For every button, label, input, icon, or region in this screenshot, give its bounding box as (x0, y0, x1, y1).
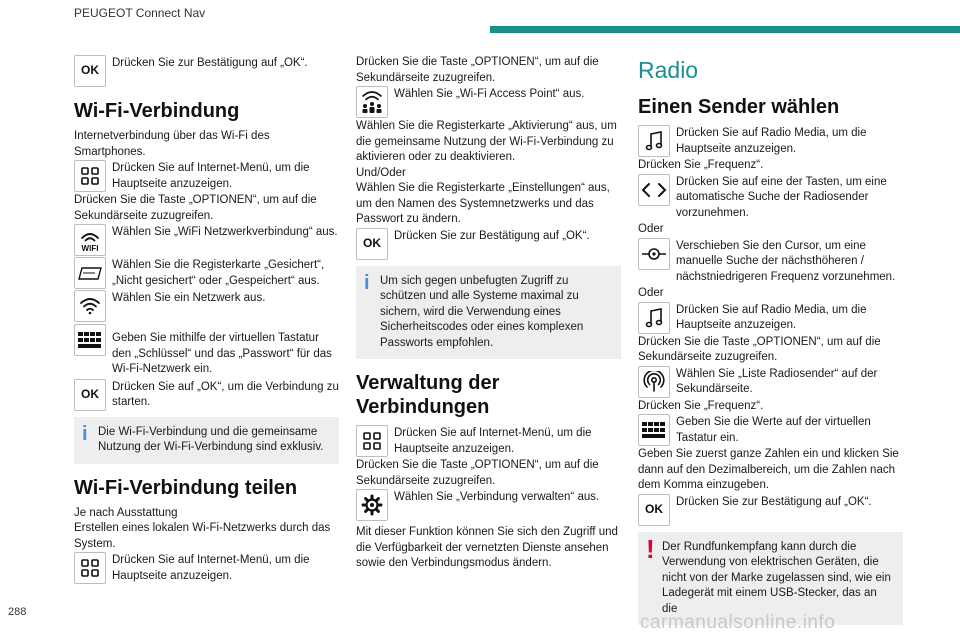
step-text: Drücken Sie auf Internet-Menü, um die Hauptseite anzuzeigen. (112, 162, 310, 190)
step-confirm-ok (638, 494, 903, 526)
step-start-connection (74, 379, 339, 411)
warning-icon: ! (646, 533, 655, 564)
step-select-tab (74, 257, 339, 289)
paragraph: Mit dieser Funktion können Sie sich den Zugriff und die Verfügbarkeit der vernetzten Dienste ansehen sowie den Verbindungsmodus ändern. (356, 526, 618, 569)
paragraph: Drücken Sie „Frequenz“. (638, 399, 764, 412)
ok-icon: OK (74, 55, 106, 87)
paragraph: Wählen Sie die Registerkarte „Einstellungen“ aus, um den Namen des Systemnetzwerks und das Passwort zu ändern. (356, 182, 610, 225)
step-text: Verschieben Sie den Cursor, um eine manuelle Suche der nächsthöheren / nächstniedrigeren Frequenz vorzunehmen. (676, 239, 896, 283)
step-confirm-ok (356, 228, 621, 260)
section-heading-select-station: Einen Sender wählen (638, 96, 840, 118)
step-text: Drücken Sie auf Radio Media, um die Hauptseite anzuzeigen. (676, 303, 867, 331)
paragraph: Oder (638, 223, 664, 235)
apps-grid-icon (356, 425, 388, 457)
step-select-network (74, 290, 339, 322)
step-radio-media (638, 125, 903, 157)
slider-cursor-icon (638, 238, 670, 270)
wifi-label-icon (74, 224, 106, 256)
step-text: Drücken Sie auf „OK“, um die Verbindung zu starten. (112, 380, 339, 408)
paragraph: Drücken Sie „Frequenz“. (638, 159, 764, 171)
page-number: 288 (8, 606, 27, 618)
ok-icon: OK (638, 494, 670, 526)
paragraph: Drücken Sie die Taste „OPTIONEN“, um auf die Sekundärseite zuzugreifen. (356, 56, 599, 84)
step-internet-menu (356, 425, 621, 457)
tabs-icon (74, 257, 106, 289)
paragraph: Drücken Sie die Taste „OPTIONEN“, um auf die Sekundärseite zuzugreifen. (638, 335, 881, 363)
section-heading-wifi-sharing: Wi-Fi-Verbindung teilen (74, 476, 298, 499)
keyboard-icon (74, 324, 106, 356)
step-text: Wählen Sie „Verbindung verwalten“ aus. (394, 491, 600, 503)
info-icon: i (364, 271, 370, 294)
step-text: Drücken Sie zur Bestätigung auf „OK“. (112, 57, 308, 69)
header-accent-bar (490, 26, 960, 33)
chevrons-icon (638, 174, 670, 206)
music-note-icon (638, 302, 670, 334)
step-confirm-ok (74, 55, 339, 87)
note-text: Um sich gegen unbefugten Zugriff zu schützen und alle Systeme maximal zu sichern, wird die Verwendung eines Sicherheitscodes oder eines komplexen Passworts empfohlen. (380, 274, 584, 349)
paragraph: Je nach Ausstattung (74, 506, 178, 519)
apps-grid-icon (74, 160, 106, 192)
step-text: Geben Sie die Werte auf der virtuellen Tastatur ein. (676, 416, 871, 444)
info-icon: i (82, 422, 88, 445)
step-wifi-network-connection (74, 224, 339, 256)
ok-icon: OK (356, 228, 388, 260)
paragraph: Drücken Sie die Taste „OPTIONEN“, um auf die Sekundärseite zuzugreifen. (356, 459, 599, 487)
paragraph: Internetverbindung über das Wi-Fi des Smartphones. (74, 130, 270, 158)
step-text: Drücken Sie auf eine der Tasten, um eine automatische Suche der Radiosender vorzunehmen. (676, 175, 887, 219)
running-header: PEUGEOT Connect Nav (74, 6, 206, 20)
step-manual-search (638, 238, 903, 286)
step-keyboard-input (74, 324, 339, 378)
step-text: Wählen Sie ein Netzwerk aus. (112, 292, 266, 304)
info-note (356, 266, 621, 360)
paragraph: Und/Oder (356, 166, 406, 179)
music-note-icon (638, 125, 670, 157)
step-text: Drücken Sie auf Internet-Menü, um die Hauptseite anzuzeigen. (394, 427, 592, 455)
wifi-icon (74, 290, 106, 322)
note-text: Der Rundfunkempfang kann durch die Verwendung von elektrischen Geräten, die nicht von der Marke zugelassen sind, wie ein Ladegerät mit einem USB-Stecker, das an die (662, 540, 891, 615)
keyboard-icon (638, 414, 670, 446)
paragraph: Geben Sie zuerst ganze Zahlen ein und klicken Sie dann auf den Dezimalbereich, um die Zahlen nach dem Komma einzugeben. (638, 448, 899, 491)
watermark: carmanualsonline.info (640, 612, 836, 633)
gear-icon (356, 489, 388, 521)
step-internet-menu (74, 160, 339, 192)
step-text: Drücken Sie zur Bestätigung auf „OK“. (676, 495, 872, 508)
ok-icon: OK (74, 379, 106, 411)
paragraph: Wählen Sie die Registerkarte „Aktivierung“ aus, um die gemeinsame Nutzung der Wi-Fi-Verbindung zu aktivieren oder zu deaktivieren. (356, 120, 617, 163)
step-text: Wählen Sie die Registerkarte „Gesichert“, „Nicht gesichert“ oder „Gespeichert“ aus. (112, 259, 325, 287)
apps-grid-icon (74, 552, 106, 584)
note-text: Die Wi-Fi-Verbindung und die gemeinsame Nutzung der Wi-Fi-Verbindung sind exklusiv. (98, 425, 324, 453)
step-internet-menu (74, 552, 339, 584)
paragraph: Drücken Sie die Taste „OPTIONEN“, um auf die Sekundärseite zuzugreifen. (74, 194, 317, 222)
step-manage-connection (356, 489, 621, 521)
step-text: Drücken Sie auf Internet-Menü, um die Hauptseite anzuzeigen. (112, 554, 310, 582)
step-text: Wählen Sie „WiFi Netzwerkverbindung“ aus. (112, 226, 338, 238)
step-text: Geben Sie mithilfe der virtuellen Tastatur den „Schlüssel“ und das „Passwort“ für das Wi-Fi-Netzwerk ein. (112, 332, 332, 375)
section-heading-manage-connections: Verwaltung der Verbindungen (356, 372, 500, 418)
paragraph: Erstellen eines lokalen Wi-Fi-Netzwerks durch das System. (74, 522, 331, 550)
radio-station-icon (638, 366, 670, 398)
paragraph: Oder (638, 287, 664, 299)
chapter-heading-radio: Radio (638, 57, 699, 83)
info-note (74, 417, 339, 464)
step-wifi-access-point (356, 86, 621, 118)
step-text: Drücken Sie auf Radio Media, um die Hauptseite anzuzeigen. (676, 127, 867, 155)
step-radio-media (638, 302, 903, 334)
warning-note (638, 532, 903, 626)
svg-text:WIFI: WIFI (81, 244, 99, 253)
column-1 (74, 55, 339, 585)
section-heading-wifi: Wi-Fi-Verbindung (74, 100, 240, 122)
step-text: Wählen Sie „Liste Radiosender“ auf der Sekundärseite. (676, 367, 878, 395)
step-text: Wählen Sie „Wi-Fi Access Point“ aus. (394, 88, 585, 100)
step-text: Drücken Sie zur Bestätigung auf „OK“. (394, 229, 590, 242)
step-station-list (638, 366, 903, 398)
wifi-hotspot-icon (356, 86, 388, 118)
column-3 (638, 55, 903, 633)
step-keyboard-input (638, 414, 903, 446)
step-auto-search (638, 174, 903, 222)
column-2 (356, 55, 621, 572)
